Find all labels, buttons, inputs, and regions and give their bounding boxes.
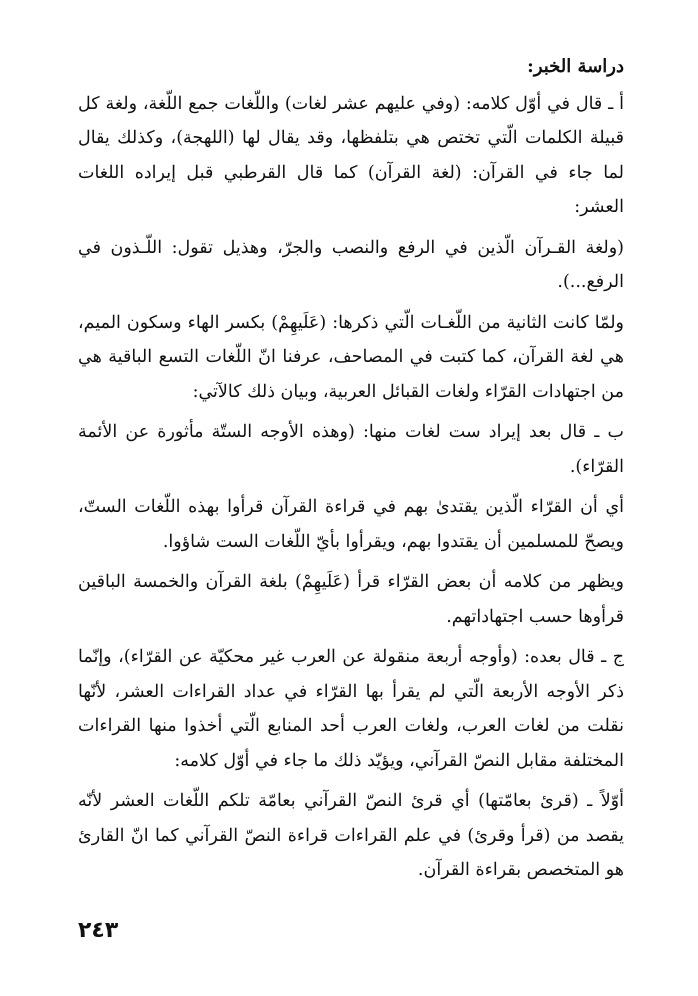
quote-qurtubi: (ولغة القـرآن الّذين في الرفع والنصب والجرّ، وهذيل تقول: اللّـذون في الرفع...). (78, 237, 624, 292)
section-heading: دراسة الخبر: (527, 56, 624, 77)
page-number: ٢٤٣ (78, 918, 119, 943)
paragraph-readers-follow: أي أن القرّاء الّذين يقتدىٰ بهم في قراءة القرآن قرأوا بهذه اللّغات الستّ، ويصحّ للمسلمين أن يقتدوا بهم، ويقرأوا بأيّ اللّغات الست شاؤوا. (78, 497, 624, 552)
paragraph-some-readers: ويظهر من كلامه أن بعض القرّاء قرأ (عَلَيهِمْ) بلغة القرآن والخمسة الباقين قرأوها حسب اجتهاداتهم. (78, 572, 624, 627)
paragraph-ba: ب ـ قال بعد إيراد ست لغات منها: (وهذه الأوجه الستّة مأثورة عن الأئمة القرّاء). (78, 422, 624, 477)
paragraph-first: أوّلاً ـ (قرئ بعامّتها) أي قرئ النصّ القرآني بعامّة تلكم اللّغات العشر لأنّه يقصد من (قرأ وقرئ) في علم القراءات قراءة النصّ القرآني كما انّ القارئ هو المتخصص بقراءة القرآن. (78, 791, 624, 880)
paragraph-alif: أ ـ قال في أوّل كلامه: (وفي عليهم عشر لغات) واللّغات جمع اللّغة، ولغة كل قبيلة الكلمات الّتي تختص هي بتلفظها، وقد يقال لها (اللهجة)، وكذلك يقال لما جاء في القرآن: (لغة القرآن) كما قال القرطبي قبل إيراده اللغات العشر: (78, 93, 624, 217)
paragraph-jim: ج ـ قال بعده: (وأوجه أربعة منقولة عن العرب غير محكيّة عن القرّاء)، وإنّما ذكر الأوجه الأربعة الّتي لم يقرأ بها القرّاء في عداد القراءات العشر، لأنّها نقلت من لغات العرب، ولغات العرب أحد المنابع الّتي أخذوا منها القراءات المختلفة مقابل النصّ القرآني، ويؤيّد ذلك ما جاء في أوّل كلامه: (78, 647, 624, 771)
paragraph-second-language: ولمّا كانت الثانية من اللّغـات الّتي ذكرها: (عَلَيهِمْ) بكسر الهاء وسكون الميم، هي لغة القرآن، كما كتبت في المصاحف، عرفنا انّ اللّغات التسع الباقية هي من اجتهادات القرّاء ولغات القبائل العربية، وبيان ذلك كالآتي: (78, 312, 624, 402)
